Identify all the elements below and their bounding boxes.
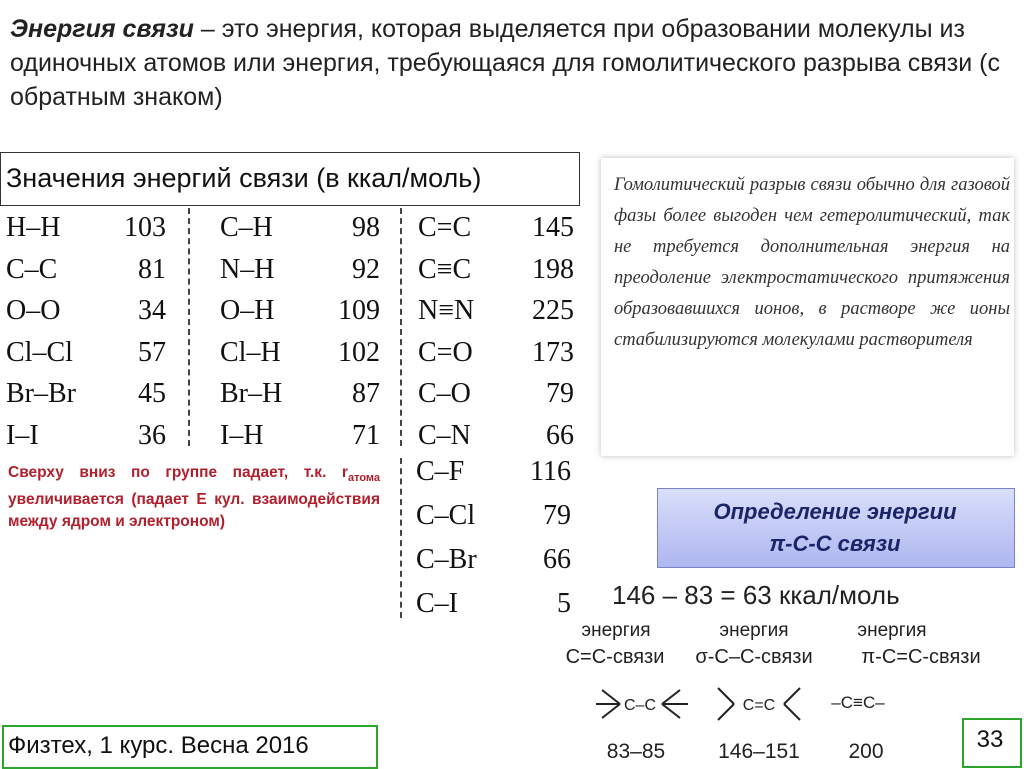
table-row: [220, 373, 380, 415]
bond-name: Br–Br: [6, 378, 76, 409]
bond-name: C–N: [418, 419, 471, 451]
definition-text: – это энергия, которая выделяется при образовании молекулы из одиночных атомов или энергия, требующаяся для гомолитического разрыва связи (с обратным знаком): [10, 15, 1000, 111]
bond-value: 116: [530, 456, 571, 487]
bond-value: 66: [546, 419, 574, 451]
table-row: [418, 332, 574, 374]
bond-name: N–H: [220, 253, 275, 285]
bond-value: 225: [532, 295, 574, 326]
definition-paragraph: [10, 12, 1010, 114]
triple-bond-structure-icon: [818, 688, 898, 718]
structure-value: 200: [848, 740, 884, 763]
table-row: [6, 332, 166, 374]
bond-name: C≡C: [418, 253, 472, 285]
pi-bond-title-line2: π-С-С связи: [769, 531, 901, 556]
bond-value: 5: [557, 588, 571, 619]
bond-name: Cl–H: [220, 336, 281, 368]
equation-label-top: энергия: [857, 620, 927, 641]
bond-name: C–I: [416, 588, 458, 619]
bond-column-hydrides: [220, 207, 380, 456]
bond-name: C–Cl: [416, 500, 476, 531]
bond-name: C–O: [418, 378, 471, 409]
footer-text: Физтех, 1 курс. Весна 2016: [8, 732, 309, 759]
bond-column-multiple: [418, 207, 574, 456]
table-row: [418, 249, 574, 291]
table-row: [220, 290, 380, 332]
table-row: [416, 494, 571, 538]
bond-name: C–C: [6, 253, 58, 285]
bond-value: 98: [352, 212, 380, 243]
bond-value: 145: [532, 212, 574, 243]
bond-value: 102: [338, 336, 380, 368]
table-row: [416, 582, 571, 626]
table-row: [6, 207, 166, 249]
bond-name: C=O: [418, 336, 473, 368]
pi-bond-title: [657, 496, 1013, 560]
structure-value: 83–85: [606, 740, 666, 763]
equation-label-bottom: σ-C–C-связи: [695, 646, 813, 668]
bond-name: Cl–Cl: [6, 336, 73, 368]
bond-name: Br–H: [220, 378, 283, 409]
bond-value: 81: [138, 253, 166, 285]
bond-value: 57: [138, 336, 166, 368]
structure-value: 146–151: [718, 740, 800, 763]
table-row: [220, 207, 380, 249]
table-row: [6, 415, 166, 457]
table-title: Значения энергий связи (в ккал/моль): [6, 163, 482, 193]
table-row: [418, 373, 574, 415]
equation-label-top: энергия: [581, 620, 651, 641]
bond-name: O–H: [220, 295, 275, 326]
bond-value: 34: [138, 295, 166, 326]
trend-note: [8, 462, 380, 533]
table-row: [418, 290, 574, 332]
bond-value: 109: [338, 295, 380, 326]
bond-name: C–Br: [416, 544, 477, 575]
trend-note-part1: Сверху вниз по группе падает, т.к. r: [8, 464, 348, 481]
equation-label-bottom: π-C=C-связи: [861, 646, 981, 668]
side-note-text: Гомолитический разрыв связи обычно для газовой фазы более выгоден чем гетеролитический, так не требуется дополнительная энергия на преодоление электростатического притяжения образовавшихся ионов, в растворе же ионы стабилизируются молекулами растворителя: [614, 175, 1010, 350]
bond-name: C–H: [220, 212, 273, 243]
bond-name: O–O: [6, 295, 61, 326]
bond-value: 79: [543, 500, 571, 531]
single-bond-structure-icon: [592, 682, 702, 726]
table-row: [6, 373, 166, 415]
structure-formula: C=C: [742, 697, 776, 714]
bond-value: 79: [546, 378, 574, 409]
bond-name: N≡N: [418, 295, 475, 326]
structure-formula: C–C: [623, 697, 657, 714]
table-row: [416, 450, 571, 494]
equation-label-bottom: C=C-связи: [565, 646, 665, 668]
bond-value: 92: [352, 253, 380, 285]
bond-column-homonuclear: [6, 207, 166, 456]
bond-name: I–H: [220, 419, 264, 451]
bond-value: 36: [138, 419, 166, 451]
bond-value: 103: [124, 212, 166, 243]
bond-column-carbon-halides: [416, 450, 571, 626]
bond-value: 71: [352, 419, 380, 451]
table-row: [416, 538, 571, 582]
bond-value: 45: [138, 378, 166, 409]
table-row: [220, 415, 380, 457]
trend-note-subscript: атома: [347, 472, 380, 485]
bond-value: 173: [532, 336, 574, 368]
pi-bond-title-line1: Определение энергии: [713, 499, 957, 524]
trend-note-part2: увеличивается (падает E кул. взаимодействия между ядром и электроном): [8, 491, 380, 531]
bond-name: C=C: [418, 212, 472, 243]
bond-value: 87: [352, 378, 380, 409]
energy-equation: 146 – 83 = 63 ккал/моль: [612, 580, 900, 610]
column-separator: [188, 208, 190, 446]
equation-label-top: энергия: [719, 620, 789, 641]
bond-value: 66: [543, 544, 571, 575]
table-row: [220, 249, 380, 291]
definition-term: Энергия связи: [10, 15, 194, 43]
table-row: [220, 332, 380, 374]
page-number: 33: [976, 726, 1004, 753]
bond-name: C–F: [416, 456, 465, 487]
bond-name: I–I: [6, 419, 39, 451]
double-bond-structure-icon: [712, 682, 812, 726]
table-row: [418, 207, 574, 249]
table-row: [6, 249, 166, 291]
structure-formula: –C≡C–: [831, 693, 885, 712]
column-separator: [400, 458, 402, 618]
column-separator: [400, 208, 402, 446]
bond-name: H–H: [6, 212, 61, 243]
bond-value: 198: [532, 253, 574, 285]
table-row: [6, 290, 166, 332]
